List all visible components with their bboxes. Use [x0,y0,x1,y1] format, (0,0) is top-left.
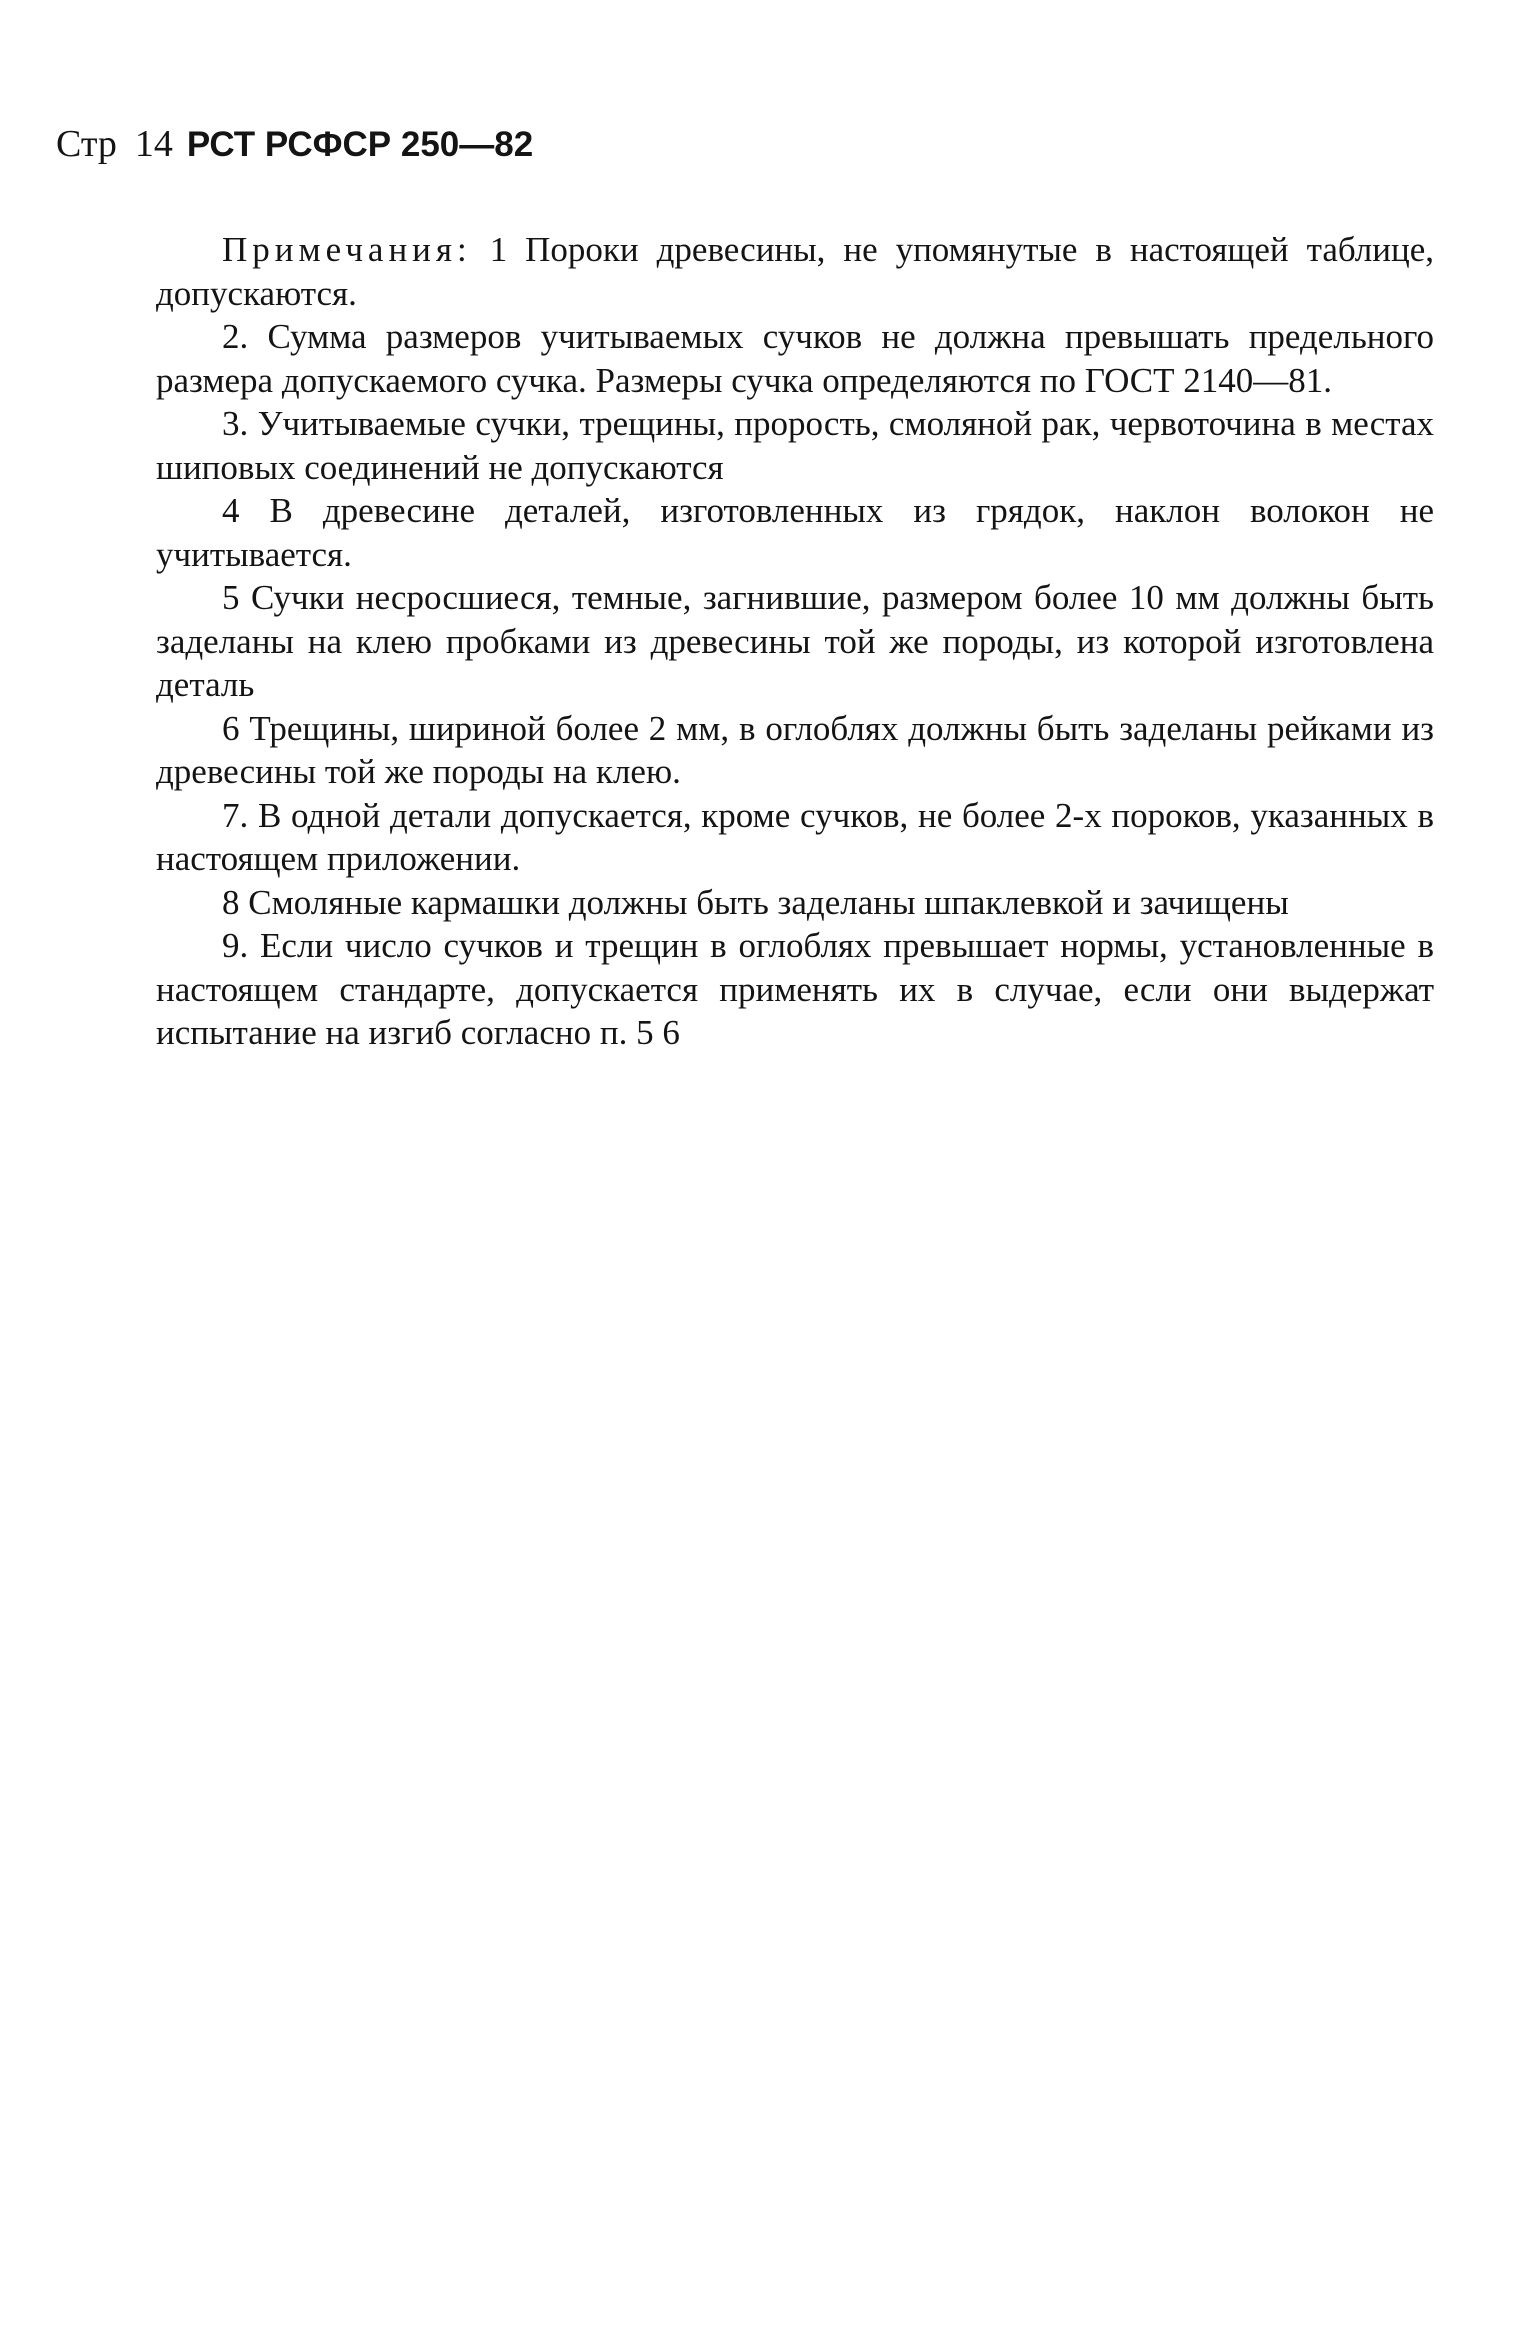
page-prefix: Стр [56,123,117,165]
standard-designation: РСТ РСФСР 250—82 [186,125,534,164]
page-number: 14 [134,123,173,165]
note-1 [156,228,1434,315]
note-5: 5 Сучки несросшиеся, темные, загнившие, размером более 10 мм должны быть заделаны на клею пробками из древесины той же породы, из которой изготовлена деталь [156,578,1434,704]
note-8: 8 Смоляные кармашки должны быть заделаны шпаклевкой и зачищены [222,882,1289,922]
note-2: 2. Сумма размеров учитываемых сучков не должна превышать предельного размера допускаемого сучка. Размеры сучка определяются по ГОСТ 2140—81. [156,317,1434,400]
note-7: 7. В одной детали допускается, кроме сучков, не более 2-х пороков, указанных в настоящем приложении. [156,795,1434,878]
note-6: 6 Трещины, шириной более 2 мм, в оглоблях должны быть заделаны рейками из древесины той же породы на клею. [156,708,1434,791]
note-9: 9. Если число сучков и трещин в оглоблях превышает нормы, установленные в настоящем стандарте, допускается применять их в случае, если они выдержат испытание на изгиб согласно п. 5 6 [156,926,1434,1052]
note-4: 4 В древесине деталей, изготовленных из грядок, наклон волокон не учитывается. [156,491,1434,574]
note-3: 3. Учитываемые сучки, трещины, прорость, смоляной рак, червоточина в местах шиповых соединений не допускаются [156,404,1434,487]
note-text: 1 Пороки древесины, не упомянутые в настоящей таблице, допускаются. [156,230,1434,313]
notes-title: Примечания: [222,230,472,269]
page-header [56,122,533,167]
notes-section [156,228,1434,1055]
